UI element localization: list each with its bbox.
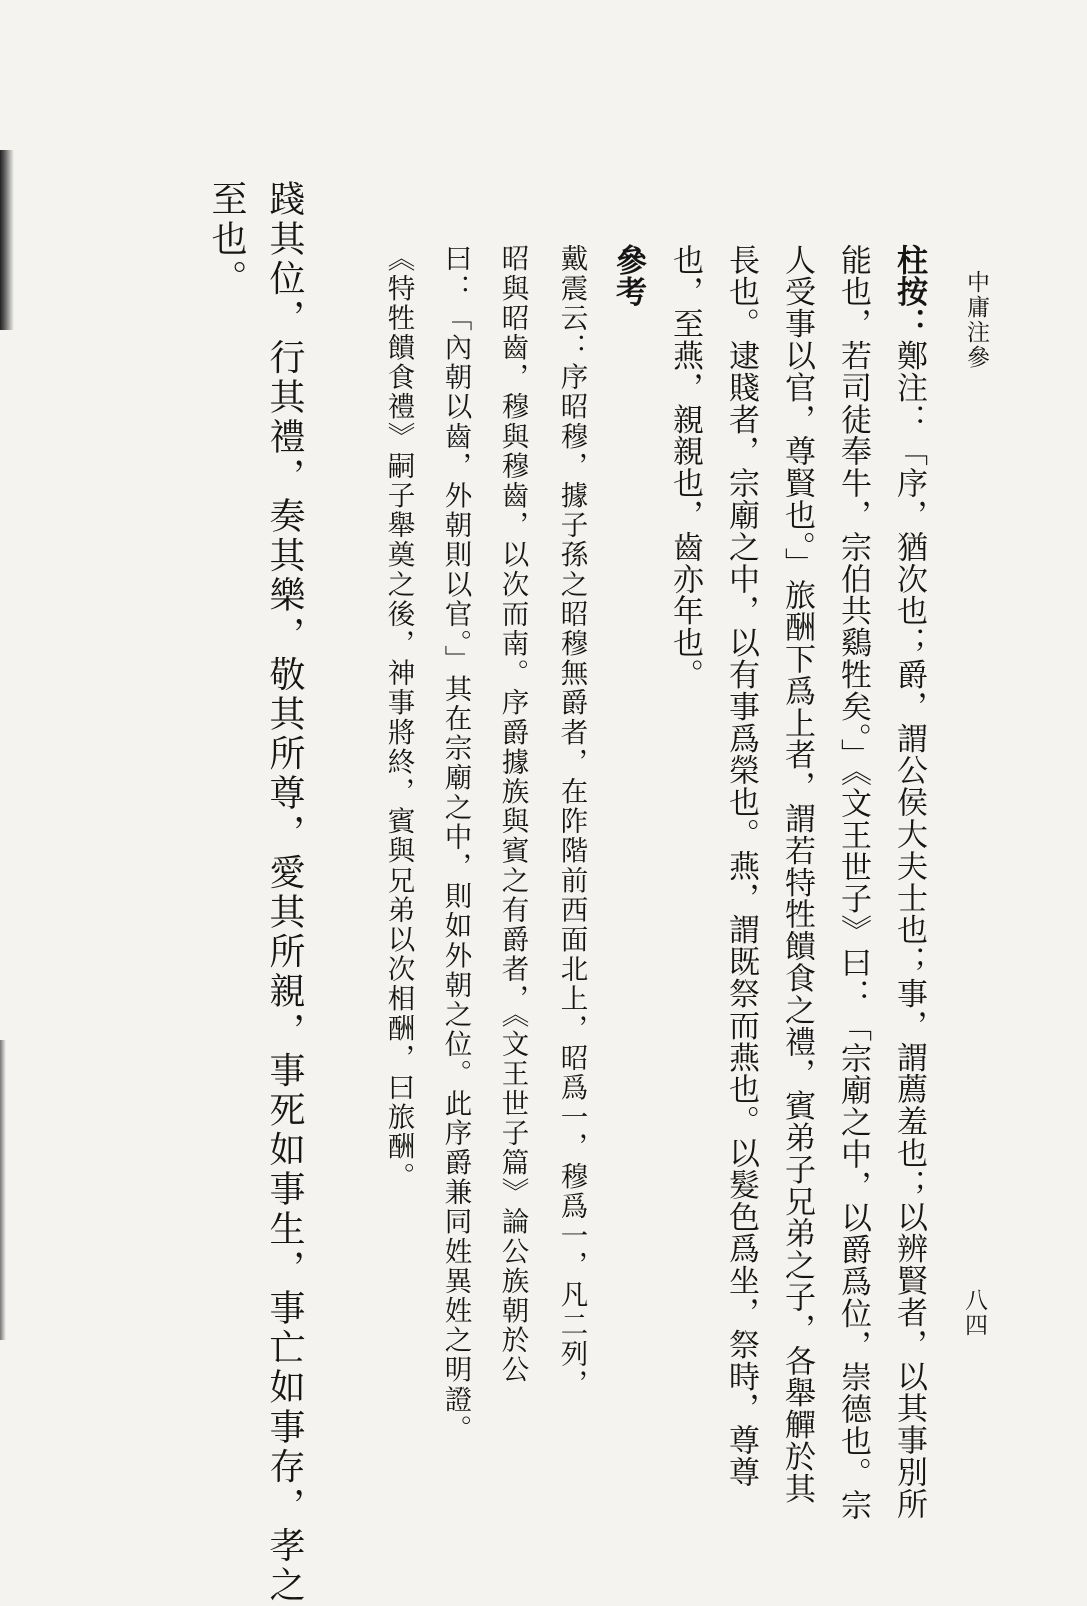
commentary-column-3: 人受事以官，尊賢也。」旅酬下爲上者，謂若特牲饋食之禮，賓弟子兄弟之子，各舉觶於其 bbox=[779, 244, 815, 1505]
reference-column-3: 曰：「內朝以齒，外朝則以官。」其在宗廟之中，則如外朝之位。此序爵兼同姓異姓之明證。 bbox=[439, 244, 472, 1444]
commentary-label: 柱按： bbox=[891, 244, 927, 340]
binding-shadow bbox=[0, 150, 14, 330]
reference-heading: 參考 bbox=[610, 244, 646, 308]
main-text-column-1: 踐其位，行其禮，奏其樂，敬其所尊，愛其所親，事死如事生，事亡如事存，孝之 bbox=[264, 180, 305, 1606]
commentary-column-2: 能也，若司徒奉牛，宗伯共鷄牲矣。」《文王世子》曰：「宗廟之中，以爵爲位，崇德也。宗 bbox=[835, 244, 871, 1521]
main-text-column-2: 至也。 bbox=[206, 180, 247, 299]
page-number: 八四 bbox=[961, 1288, 987, 1338]
commentary-column-5: 也，至燕，親親也，齒亦年也。 bbox=[667, 244, 703, 691]
reference-column-1: 戴震云：序昭穆，據子孫之昭穆無爵者，在阼階前西面北上，昭爲一，穆爲一，凡二列， bbox=[555, 244, 588, 1399]
binding-shadow-lower bbox=[0, 1040, 6, 1340]
running-title: 中庸注參 bbox=[963, 270, 989, 370]
commentary-column-1 bbox=[891, 244, 927, 1521]
reference-column-4: 《特牲饋食禮》嗣子舉奠之後，神事將終，賓與兄弟以次相酬，曰旅酬。 bbox=[382, 244, 415, 1192]
reference-column-2: 昭與昭齒，穆與穆齒，以次而南。序爵據族與賓之有爵者，《文王世子篇》論公族朝於公 bbox=[496, 244, 529, 1385]
commentary-text: 鄭注：「序，猶次也；爵，謂公侯大夫士也；事，謂薦羞也；以辨賢者，以其事別所 bbox=[891, 339, 927, 1521]
commentary-column-4: 長也。逮賤者，宗廟之中，以有事爲榮也。燕，謂既祭而燕也。以髮色爲坐，祭時，尊尊 bbox=[723, 244, 759, 1489]
